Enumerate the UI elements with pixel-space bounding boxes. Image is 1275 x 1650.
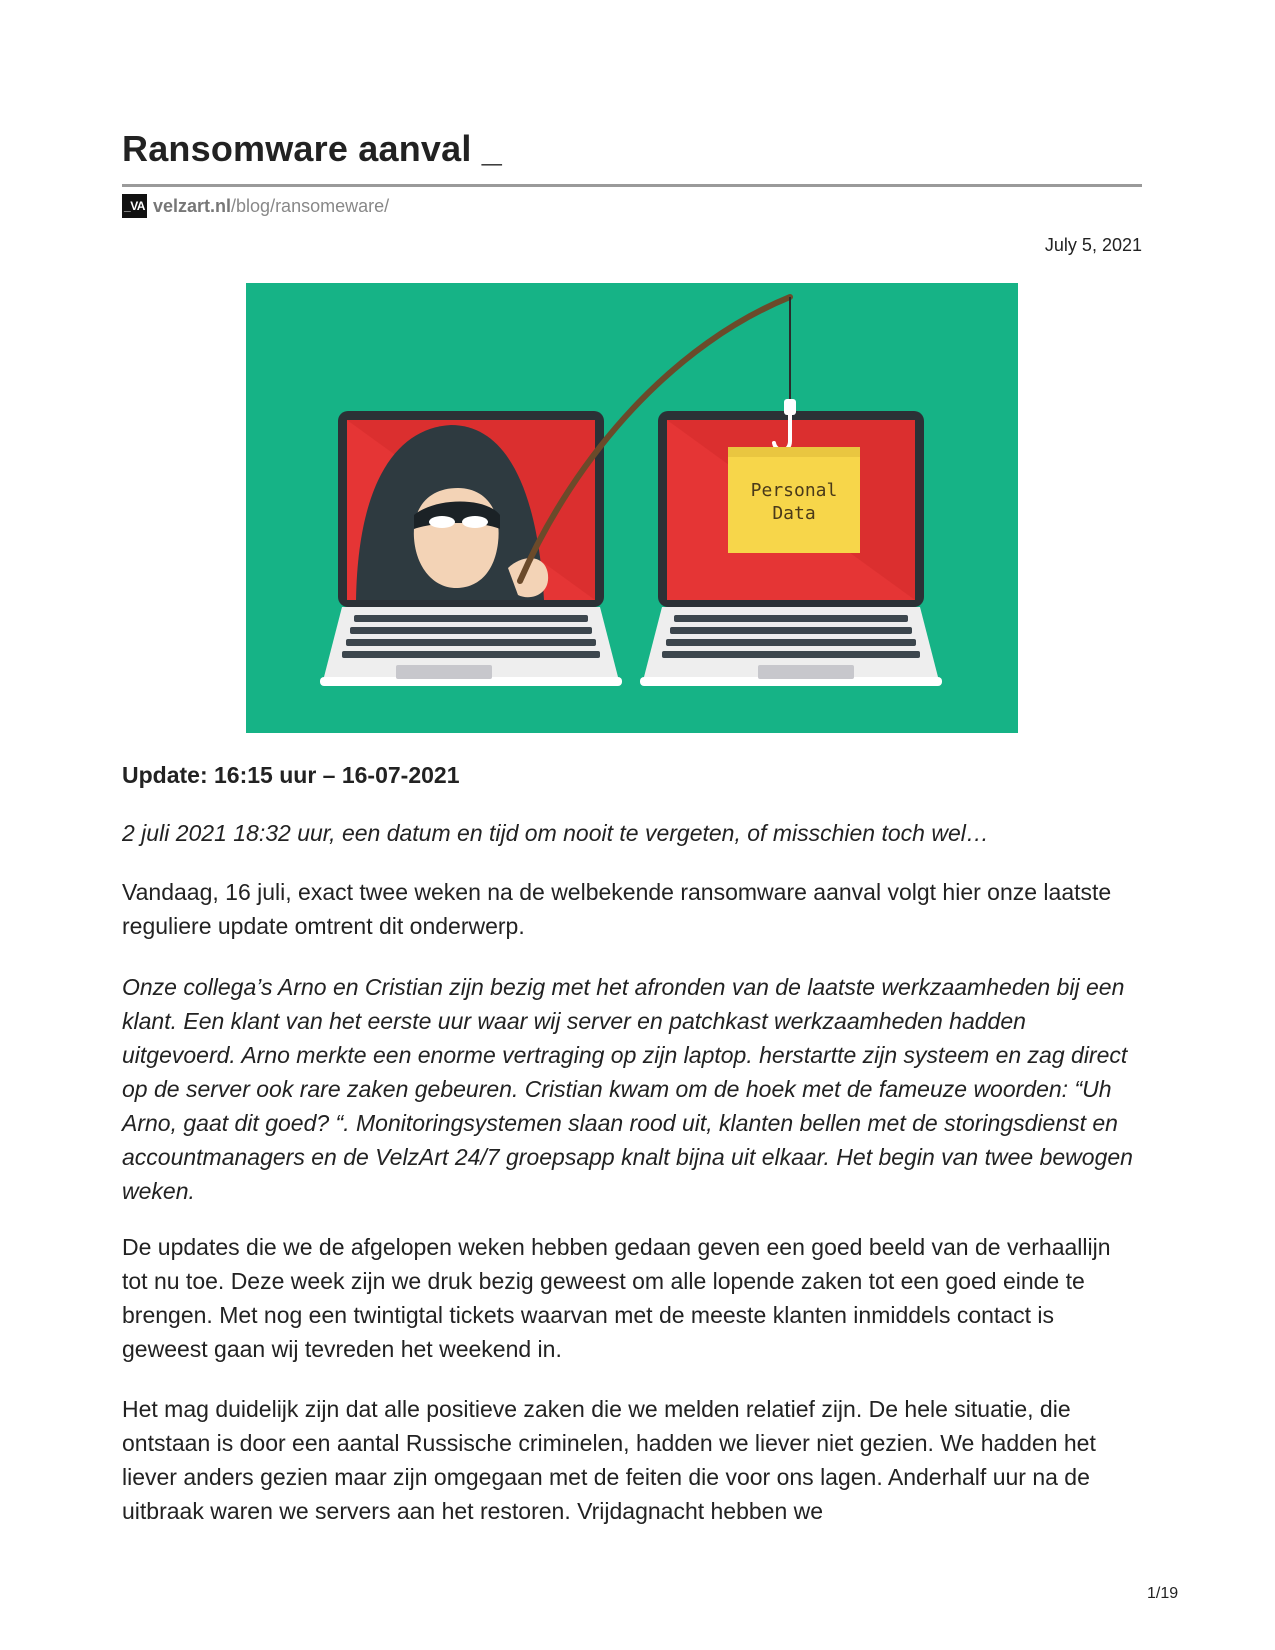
paragraph-4: Het mag duidelijk zijn dat alle positieve zaken die we melden relatief zijn. De hele situatie, die ontstaan is door een aantal Russische criminelen, hadden we liever niet gezien. We hadden het liever anders gezien maar zijn omgegaan met de feiten die voor ons lagen. Anderhalf uur na de uitbraak waren we servers aan het restoren. Vrijdagnacht hebben we bbox=[122, 1396, 1096, 1524]
title-divider bbox=[122, 184, 1142, 187]
paragraph-1: Vandaag, 16 juli, exact twee weken na de welbekende ransomware aanval volgt hier onze laatste reguliere update omtrent dit onderwerp. bbox=[122, 879, 1112, 939]
publish-date: July 5, 2021 bbox=[1044, 235, 1142, 255]
personal-data-folder bbox=[728, 447, 860, 553]
page-number: 1/19 bbox=[1147, 1585, 1179, 1602]
hero-image bbox=[246, 283, 1018, 733]
folder-label-line1: Personal bbox=[750, 480, 838, 501]
source-domain: velzart.nl bbox=[153, 195, 232, 216]
source-path: /blog/ransomeware/ bbox=[231, 195, 390, 216]
hacker-laptop bbox=[320, 411, 622, 686]
intro-line: 2 juli 2021 18:32 uur, een datum en tijd om nooit te vergeten, of misschien toch wel… bbox=[122, 820, 989, 846]
folder-label-line2: Data bbox=[772, 503, 816, 524]
page-title: Ransomware aanval _ bbox=[122, 128, 502, 169]
source-link[interactable] bbox=[122, 194, 389, 218]
paragraph-3: De updates die we de afgelopen weken hebben gedaan geven een goed beeld van de verhaallijn tot nu toe. Deze week zijn we druk bezig geweest om alle lopende zaken tot een goed einde te brengen. Met nog een twintigtal tickets waarvan met de meeste klanten inmiddels contact is geweest gaan wij tevreden het weekend in. bbox=[122, 1234, 1111, 1362]
velzart-logo-icon: _VA bbox=[122, 194, 147, 218]
update-heading: Update: 16:15 uur – 16-07-2021 bbox=[122, 762, 460, 788]
paragraph-2: Onze collega’s Arno en Cristian zijn bezig met het afronden van de laatste werkzaamheden bij een klant. Een klant van het eerste uur waar wij server en patchkast werkzaamheden hadden uitgevoerd. Arno merkte een enorme vertraging op zijn laptop. herstartte zijn systeem en zag direct op de server ook rare zaken gebeuren. Cristian kwam om de hoek met de fameuze woorden: “Uh Arno, gaat dit goed? “. Monitoringsystemen slaan rood uit, klanten bellen met de storingsdienst en accountmanagers en de VelzArt 24/7 groepsapp knalt bijna uit elkaar. Het begin van twee bewogen weken. bbox=[122, 974, 1133, 1204]
